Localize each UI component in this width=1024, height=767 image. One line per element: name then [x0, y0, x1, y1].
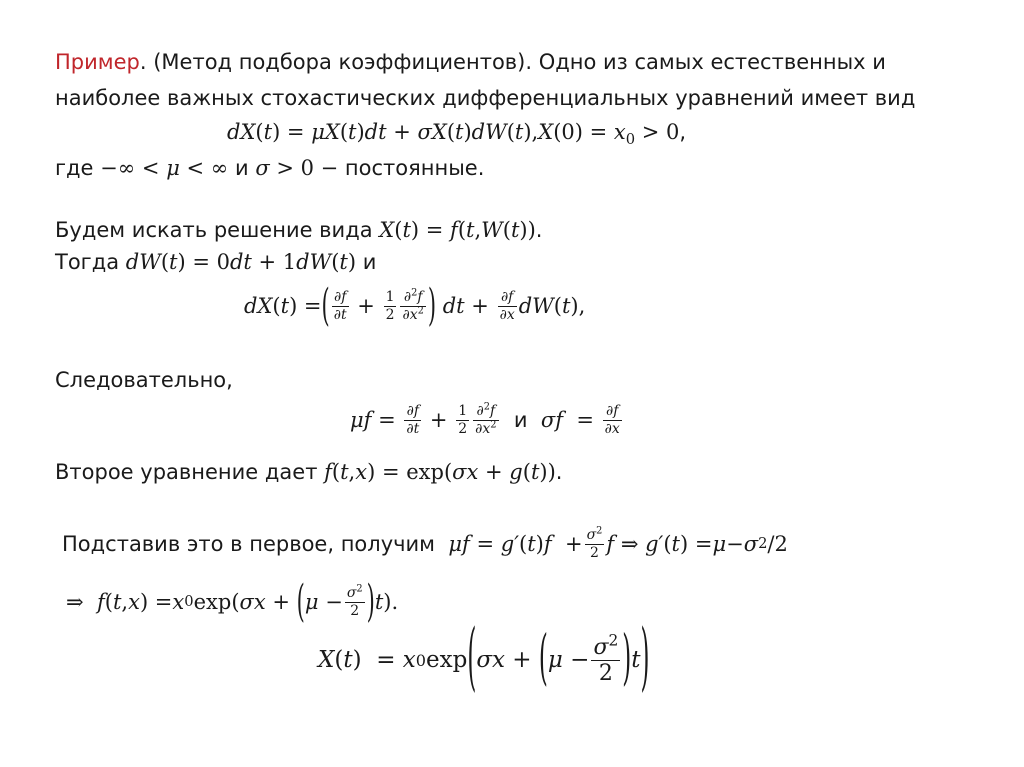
- substitution-text: Подставив это в первое, получим: [62, 531, 436, 556]
- where-prefix: где: [55, 156, 101, 180]
- sde-comma: ,: [679, 120, 687, 144]
- then-text: Тогда: [55, 250, 126, 274]
- ito-equation: dX ( t ) = ( $\frac{\partial f}{\partial t}$ + $\frac{1}{2}$ $\frac{\partial^2f}{\partial x^2}$ ) dt + $\frac{\partial f}{\partial x}$ dW ( t ),: [244, 279, 586, 331]
- intro-line-1: [55, 52, 886, 73]
- where-constants: постоянные.: [338, 156, 485, 180]
- solution-equation: X ( t ) = x 0 exp ( σx + ( μ − $\frac{\sigma^2}{2}$ ) t ): [318, 617, 650, 701]
- system-and: и: [513, 407, 528, 432]
- consequently-line: Следовательно,: [55, 368, 233, 392]
- second-eq-text: Второе уравнение дает: [55, 460, 325, 484]
- implies-arrow: ⇒: [66, 589, 84, 614]
- where-and: и: [228, 156, 256, 180]
- seek-solution-text: Будем искать решение вида: [55, 218, 380, 242]
- exp-3: exp: [426, 647, 468, 674]
- intro-line-2: наиболее важных стохастических дифференциальных уравнений имеет вид: [55, 86, 916, 110]
- seek-solution-line: Будем искать решение вида X(t) = f(t,W(t)).: [55, 218, 543, 242]
- exp-2: exp: [193, 589, 232, 614]
- sde-equation: $dX(t) = \mu X(t)dt + \sigma X(t)dW(t),X(0) = x_0 > 0$,: [227, 120, 687, 149]
- exp-1: exp: [406, 460, 444, 484]
- example-label: Пример: [55, 50, 140, 74]
- second-eq-period: .: [555, 460, 563, 484]
- where-line: где −∞ < μ < ∞ и σ > 0 − постоянные.: [55, 156, 485, 180]
- intro-rest: . (Метод подбора коэффициентов). Одно из самых естественных и: [139, 50, 886, 74]
- second-eq-line: Второе уравнение дает f(t,x) = exp(σx + g(t)).: [55, 460, 563, 484]
- seek-period: .: [535, 218, 543, 242]
- then-line: Тогда dW(t) = 0dt + 1dW(t) и: [55, 250, 377, 274]
- then-and: и: [356, 250, 377, 274]
- system-equation: μf = $\frac{\partial f}{\partial t}$ + $\frac{1}{2}$ $\frac{\partial^2f}{\partial x^2}$ и σf = $\frac{\partial f}{\partial x}$: [350, 401, 620, 437]
- implies-line: ⇒ f ( t , x ) = x 0 exp ( σx + ( μ − $\frac{\sigma^2}{2}$ ) t ).: [66, 575, 399, 627]
- substitution-line: Подставив это в первое, получим μf = g′ ( t ) f + $\frac{\sigma^2}{2}$ f ⇒ g′ ( t ) = μ − σ 2 /2: [62, 525, 788, 561]
